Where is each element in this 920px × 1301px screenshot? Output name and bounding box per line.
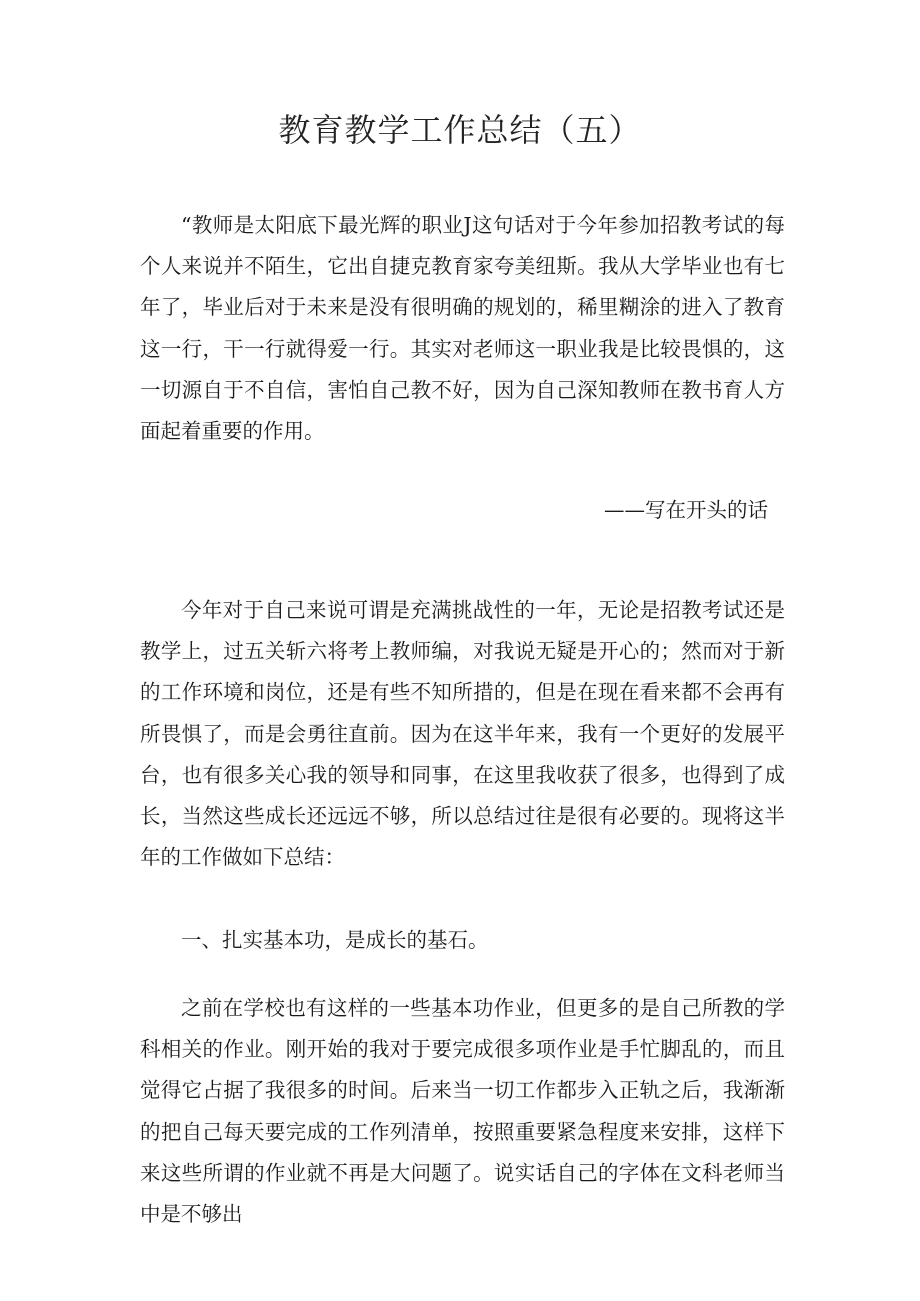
quote-paragraph: “教师是太阳底下最光辉的职业J这句话对于今年参加招教考试的每个人来说并不陌生，它出自捷克教育家夸美纽斯。我从大学毕业也有七年了，毕业后对于未来是没有很明确的规划的，稀里糊涂的进入了教育这一行，干一行就得爱一行。其实对老师这一职业我是比较畏惧的，这一切源自于不自信，害怕自己教不好，因为自己深知教师在教书育人方面起着重要的作用。	[140, 213, 785, 444]
body-paragraph-1: 之前在学校也有这样的一些基本功作业，但更多的是自己所教的学科相关的作业。刚开始的我对于要完成很多项作业是手忙脚乱的，而且觉得它占据了我很多的时间。后来当一切工作都步入正轨之后，我渐渐的把自己每天要完成的工作列清单，按照重要紧急程度来安排，这样下来这些所谓的作业就不再是大问题了。说实话自己的字体在文科老师当中是不够出	[140, 996, 785, 1227]
document-title: 教育教学工作总结（五）	[278, 111, 642, 149]
section-heading-1: 一、扎实基本功，是成长的基石。	[181, 928, 489, 952]
body-paragraph-intro: 今年对于自己来说可谓是充满挑战性的一年，无论是招教考试还是教学上，过五关斩六将考上教师编，对我说无疑是开心的；然而对于新的工作环境和岗位，还是有些不知所措的，但是在现在看来都不会再有所畏惧了，而是会勇往直前。因为在这半年来，我有一个更好的发展平台，也有很多关心我的领导和同事，在这里我收获了很多，也得到了成长，当然这些成长还远远不够，所以总结过往是很有必要的。现将这半年的工作做如下总结：	[140, 598, 785, 870]
quote-attribution: ——写在开头的话	[604, 498, 768, 522]
